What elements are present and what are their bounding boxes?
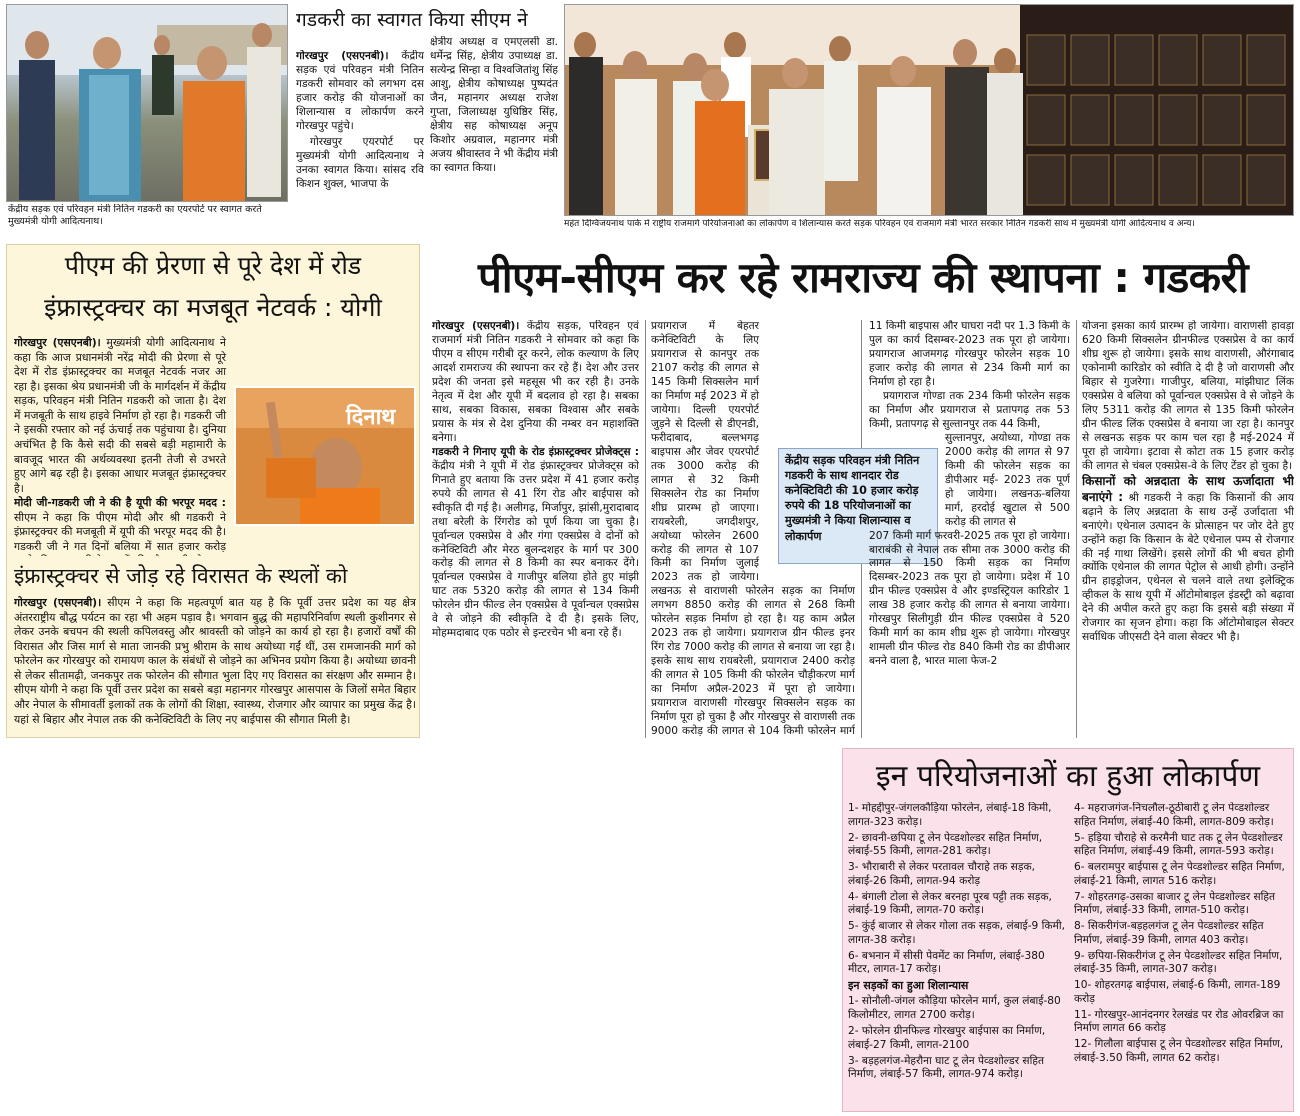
yogi-para2: सीएम ने कहा कि पीएम मोदी और श्री गडकरी ने इंफ्रास्ट्रक्चर की मजबूती में यूपी की भरपूर मदद की है। गडकरी जी ने गत दिनों बलिया में सात हजार करोड़ <box>14 510 226 553</box>
project-item: 2- छावनी-छपिया टू लेन पेव्डशोल्डर सहित निर्माण, लंबाई-55 किमी, लागत-281 करोड़। <box>848 831 1043 858</box>
welcome-headline: गडकरी का स्वागत किया सीएम ने <box>296 9 528 31</box>
callout-text: केंद्रीय सड़क परिवहन मंत्री नितिन गडकरी के साथ शानदार रोड कनेक्टिविटी की 10 हजार करोड़ रुपये की 18 परियोजनाओं का मुख्यमंत्री ने किया शिलान्यास व लोकार्पण <box>785 454 920 543</box>
shilanyas-item: 2- फोरलेन ग्रीनफिल्ड गोरखपुर बाईपास का निर्माण, लंबाई-27 किमी, लागत-2100 <box>848 1025 1046 1051</box>
welcome-dateline: गोरखपुर (एसएनबी)। <box>296 50 389 62</box>
yogi-para1: मुख्यमंत्री योगी आदित्यनाथ ने कहा कि आज प्रधानमंत्री नरेंद्र मोदी की प्रेरणा से पूरे देश में रोड इंफ्रास्ट्रक्चर का मजबूत नेटवर्क नजर आ रहा है। इसका श्रेय प्रधानमंत्री जी के मार्गदर्शन में केंद्रीय सड़क, परिवहन मंत्री नितिन गडकरी को जाता है। देश में मजबूती के साथ हाइवे निर्माण हो रहा है। गडकरी जी ने इसकी रफ्तार को नई ऊंचाई तक पहुंचाया है। दुनिया अचंभित है कि कैसे सदी की सबसे बड़ी महामारी के बावजूद भारत की अर्थव्यवस्था इतनी तेजी से उभरते हुए आगे बढ़ रही है। इसका आधार मजबूत इंफ्रास्ट्रक्चर है। <box>14 336 226 495</box>
shilanyas-heading: इन सड़कों का हुआ शिलान्यास <box>848 979 969 993</box>
main-col2-text: प्रयागराज में बेहतर कनेक्टिविटी के लिए प्रयागराज से कानपुर तक 2107 करोड़ की लागत से 145 किमी सिक्सलेन मार्ग का निर्माण मई 2023 में हो जायेगा। दिल्ली एयरपोर्ट जुड़ने से दिल्ली से डीएनडी, फरीदाबाद, बल्लभगढ़ बाइपास और जेवर एयरपोर्ट तक 3000 करोड़ की लागत से 32 किमी सिक्सलेन रोड का निर्माण शीघ्र प्रारम्भ हो जाएगा। रायबरेली, जगदीशपुर, अयोध्या फोरलेन 2600 करोड़ की लागत से 107 किमी का निर्माण जुलाई 2023 तक हो जायेगा। लखनऊ से वाराणसी फोरलेन सड़क का निर्माण लगभग 8850 करोड़ की लागत से 268 किमी फोरलेन सड़क निर्माण हो रहा है। यह काम अप्रैल 2023 तक हो जायेगा। प्रयागराज ग्रीन फील्ड इनर रिंग रोड 7000 करोड़ की लागत से बनाया जा रहा है। इसके साथ साथ रायबरेली, प्रयागराज 2400 करोड़ की लागत से 105 किमी की फोरलेन चौड़ीकरण मार्ग का निर्माण अप्रैल-2023 में पूरा हो जायेगा। प्रयागराज वाराणसी गोरखपुर सिक्सलेन सड़क का निर्माण पूरा हो चुका है और गोरखपुर से वाराणसी तक 9000 करोड़ की लागत से 104 किमी फोरलेन मार्ग <box>651 320 855 738</box>
shilanyas-item: 9- छपिया-सिकरीगंज टू लेन पेव्डशोल्डर सहित निर्माण, लंबाई-35 किमी, लागत-307 करोड़। <box>1074 949 1283 976</box>
yogi-photo-banner-text: दिनाथ <box>346 405 396 430</box>
main-col1 <box>432 320 639 738</box>
shilanyas-item: 12- गिलौला बाईपास टू लेन पेव्डशोल्डर सहित निर्माण, लंबाई-3.50 किमी, लागत 62 करोड़। <box>1074 1038 1284 1065</box>
shilanyas-item: 4- महराजगंज-निचलौल-ठूठीबारी टू लेन पेव्डशोल्डर सहित निर्माण, लंबाई-40 किमी, लागत-809 करोड़। <box>1074 802 1274 828</box>
project-item: 6- बभनान में सीसी पेवमेंट का निर्माण, लंबाई-380 मीटर, लागत-17 करोड़। <box>848 949 1045 976</box>
shilanyas-item: 6- बलरामपुर बाईपास टू लेन पेव्डशोल्डर सहित निर्माण, लंबाई-21 किमी, लागत 516 करोड़। <box>1074 861 1285 887</box>
welcome-text-1: केंद्रीय सड़क एवं परिवहन मंत्री नितिन गडकरी सोमवार को लगभग दस हजार करोड़ की योजनाओं का शिलान्यास व लोकार्पण करने गोरखपुर पहुंचे। <box>296 50 424 132</box>
shilanyas-item: 1- सोनौली-जंगल कौड़िया फोरलेन मार्ग, कुल लंबाई-80 किलोमीटर, लागत 2700 करोड़। <box>848 995 1061 1022</box>
welcome-col1 <box>296 50 424 234</box>
main-col4-text: योजना इसका कार्य प्रारम्भ हो जायेगा। वाराणसी हावड़ा 620 किमी सिक्सलेन ग्रीनफील्ड एक्सप्रेस वे का कार्य शीघ्र शुरू हो जायेगा। इसके साथ वाराणसी, औरंगाबाद एकोनामी कारिडोर को स्वीति दे दी है जो वाराणसी और बिहार से गुजरेगा। गाजीपुर, बलिया, मांझीघाट लिंक एक्सप्रेस वे बलिया को पूर्वान्चल एक्सप्रेस वे से जोड़ने के लिए 5311 करोड़ की लागत से 135 किमी फोरलेन ग्रीन फील्ड लिंक एक्सप्रेस वे बनाया जा रहा है। कानपुर से लखनऊ सड़क पर काम चल रहा है मई-2024 में पूरा हो जायेगा। इटावा से कोटा तक 15 हजार करोड़ की लागत से चंबल एक्सप्रेस-वे के लिए टेंडर हो चुका है। <box>1082 320 1294 472</box>
dignitaries-stage-photo <box>564 4 1294 216</box>
main-headline: पीएम-सीएम कर रहे रामराज्य की स्थापना : गडकरी <box>477 253 1249 302</box>
yogi-subhead: मोदी जी-गडकरी जी ने की है यूपी की भरपूर मदद : <box>14 496 226 510</box>
main-col3-text-a: 11 किमी बाइपास और घाघरा नदी पर 1.3 किमी के पुल का कार्य दिसम्बर-2023 तक पूरा हो जायेगा। प्रयागराज आजमगढ़ गोरखपुर फोरलेन सड़क 10 हजार करोड़ की लागत से 234 किमी मार्ग का निर्माण हो रहा है। <box>869 320 1070 388</box>
projects-headline: इन परियोजनाओं का हुआ लोकार्पण <box>875 759 1261 794</box>
shilanyas-item: 11- गोरखपुर-आनंदनगर रेलखंड पर रोड ओवरब्रिज का निर्माण लागत 66 करोड़ <box>1074 1008 1284 1035</box>
photo-wrap-spacer <box>230 386 416 556</box>
stage-photo-caption: महंत दिग्विजयनाथ पार्क में राष्ट्रीय राजमार्ग परियोजनाओं का लोकार्पण व शिलान्यास करते सड़क परिवहन एवं राजमार्ग मंत्री भारत सरकार नितिन गडकरी साथ में मुख्यमंत्री योगी आदित्यनाथ व अन्य। <box>564 219 1195 229</box>
project-item: 5- कुंई बाजार से लेकर गोला तक सड़क, लंबाई-9 किमी, लागत-38 करोड़। <box>848 920 1065 946</box>
main-col4-text-b: श्री गडकरी ने कहा कि किसानों की आय बढ़ाने के लिए अन्नदाता के साथ उन्हें उर्जादाता भी बनाएंगे। एथेनाल उत्पादन के प्रोत्साहन पर जोर देते हुए उन्होंने कहा कि किसान के बेटे एथेनाल पम्प से रोजगार की नई गाथा लिखेंगे। इससे लोगों की भी बचत होगी क्योंकि एथेनाल की लागत पेट्रोल से आधी होगी। उन्होंने ग्रीन हाइड्रोजन, एथेनल से चलने वाले तथा इलेक्ट्रिक व्हीकल के साथ यूपी में ऑटोमोबाइल इंडस्ट्री को बढ़ावा देने की अपील करते हुए कहा कि इससे बड़ी संख्या में रोजगार का सृजन होगा। कहा कि ऑटोमोबाइल सेक्टर सर्वाधिक जीएसटी देने वाला सेक्टर भी है। <box>1082 491 1294 644</box>
main-col1-text: केंद्रीय सड़क, परिवहन एवं राजमार्ग मंत्री नितिन गडकरी ने सोमवार को कहा कि पीएम व सीएम गरीबी दूर करने, लोक कल्याण के लिए आदर्श रामराज्य की स्थापना कर रहे हैं। देश और उत्तर प्रदेश की जनता इसे महसूस भी कर रही है। उनके नेतृत्व में देश और यूपी में बदलाव हो रहा है। सबका साथ, सबका विकास, सबका विश्वास और सबके प्रयास के मंत्र से देश दुनिया की नम्बर वन महाशक्ति बनेगा। <box>432 320 639 444</box>
main-col3-indented <box>945 432 1070 530</box>
shilanyas-item: 10- शोहरतगढ़ बाईपास, लंबाई-6 किमी, लागत-189 करोड़ <box>1074 979 1281 1005</box>
project-item: 1- मोहद्दीपुर-जंगलकौड़िया फोरलेन, लंबाई-18 किमी, लागत-323 करोड़। <box>848 802 1052 828</box>
main-col4 <box>1082 320 1294 738</box>
heritage-dateline: गोरखपुर (एसएनबी)। <box>14 596 102 609</box>
main-col3-text-b: प्रयागराज गोण्डा तक 234 किमी फोरलेन सड़क का निर्माण और प्रयागराज से प्रतापगढ़ तक 53 किमी, प्रतापगढ़ से सुल्तानपुर तक 44 किमी, <box>869 389 1070 430</box>
welcome-text-2: गोरखपुर एयरपोर्ट पर मुख्यमंत्री योगी आदित्यनाथ ने उनका स्वागत किया। सांसद रवि किशन शुक्ल, भाजपा के <box>296 135 424 190</box>
airport-welcome-photo <box>6 4 288 202</box>
shilanyas-item: 8- सिकरीगंज-बड़हलगंज टू लेन पेव्डशोल्डर सहित निर्माण, लंबाई-39 किमी, लागत 403 करोड़। <box>1074 920 1264 946</box>
projects-left-list <box>848 802 1066 1112</box>
airport-photo-caption: केंद्रीय सड़क एवं परिवहन मंत्री नितिन गडकरी का एयरपोर्ट पर स्वागत करते मुख्यमंत्री योगी आदित्यनाथ। <box>8 204 262 228</box>
column-divider <box>1076 320 1077 738</box>
yogi-body <box>14 336 416 556</box>
shilanyas-item: 5- हड़िया चौराहे से करमैनी घाट तक टू लेन पेव्डशोल्डर सहित निर्माण, लंबाई-49 किमी, लागत-593 करोड़। <box>1074 831 1283 858</box>
main-col4-subhead: किसानों को अन्नदाता के साथ ऊर्जादाता भी बनाएंगे : <box>1082 473 1294 504</box>
yogi-dateline: गोरखपुर (एसएनबी)। <box>14 336 101 349</box>
shilanyas-item: 7- शोहरतगढ़-उसका बाजार टू लेन पेव्डशोल्डर सहित निर्माण, लंबाई-33 किमी, लागत-510 करोड़। <box>1074 890 1276 917</box>
heritage-headline: इंफ्रास्ट्रक्चर से जोड़ रहे विरासत के स्थलों को <box>14 564 348 588</box>
heritage-text: सीएम ने कहा कि महत्वपूर्ण बात यह है कि पूर्वी उत्तर प्रदेश का यह क्षेत्र अंतरराष्ट्रीय बौद्ध पर्यटन का रहा भी अहम पड़ाव है। भगवान बुद्ध की महापरिनिर्वाण स्थली कुशीनगर से लेकर उनके बचपन की स्थली कपिलवस्तु और श्रावस्ती को जोड़ने का कार्य हो रहा है। हजारों वर्षों की विरासत और जिस मार्ग से माता जानकी प्रभु श्रीराम के साथ अयोध्या गईं थीं, उस रामजानकी मार्ग को फोरलेन कर गोरखपुर को रामायण काल के संबंधों से जोड़ने का अभिनव प्रयोग किया है। अयोध्या छावनी से लेकर सीतामढ़ी, जनकपुर तक फोरलेन की सौगात भुला दिए गए विरासत का संरक्षण और सम्मान है। सीएम योगी ने कहा कि पूर्वी उत्तर प्रदेश का सबसे बड़ा महानगर गोरखपुर आसपास के जिलों समेत बिहार और नेपाल के सीमावर्ती इलाकों तक के लोगों की शिक्षा, स्वास्थ्य, रोजगार और व्यापार का प्रमुख केंद्र है। यहां से बिहार और नेपाल तक की कनेक्टिविटी के लिए नए बाईपास की सौगात मिली है। <box>14 596 416 726</box>
heritage-body <box>14 596 416 736</box>
main-col1-subhead: गडकरी ने गिनाए यूपी के रोड इंफ्रास्ट्रक्चर प्रोजेक्ट्स : <box>432 445 639 458</box>
project-item: 3- भौराबारी से लेकर परतावल चौराहे तक सड़क, लंबाई-26 किमी, लागत-94 करोड़ <box>848 861 1035 887</box>
main-col3-text-d: 207 किमी मार्ग फरवरी-2025 तक पूरा हो जायेगा। बाराबंकी से नेपाल तक सीमा तक 3000 करोड़ की लागत से 150 किमी सड़क का निर्माण दिसम्बर-2023 तक पूरा हो जायेगा। प्रदेश में 10 ग्रीन फील्ड एक्सप्रेस वे और इण्डस्ट्रियल कारिडोर 1 लाख 38 हजार करोड़ की लागत से बनाया जायेगा। गोरखपुर सिलीगुड़ी ग्रीन फील्ड एक्सप्रेस वे 520 किमी मार्ग का काम शीघ्र शुरू हो जायेगा। गोरखपुर शामली ग्रीन फील्ड रोड 840 किमी रोड का डीपीआर बनने वाला है, भारत माला फेज-2 <box>869 529 1070 668</box>
yogi-headline-line2: इंफ्रास्ट्रक्चर का मजबूत नेटवर्क : योगी <box>44 293 382 322</box>
main-col3-text-c: सुल्तानपुर, अयोध्या, गोण्डा तक 2000 करोड़ की लागत से 97 किमी की फोरलेन सड़क का डीपीआर मई- 2023 तक पूर्ण हो जायेगा। लखनऊ-बलिया मार्ग, हरदोई खुटाल से 500 करोड़ की लागत से <box>945 431 1070 528</box>
welcome-col2: क्षेत्रीय अध्यक्ष व एमएलसी डा. धर्मेन्द्र सिंह, क्षेत्रीय उपाध्यक्ष डा. सत्येन्द्र सिन्हा व विश्वजितांशु सिंह आशु, क्षेत्रीय कोषाध्यक्ष पुष्पदंत जैन, महानगर अध्यक्ष राजेश गुप्ता, जिलाध्यक्ष युधिष्ठिर सिंह, क्षेत्रीय सह कोषाध्यक्ष अनूप किशोर अग्रवाल, महानगर मंत्री अजय श्रीवास्तव ने भी केंद्रीय मंत्री का स्वागत किया। <box>430 36 558 174</box>
projects-right-list <box>1074 802 1290 1112</box>
main-col1-text-b: केंद्रीय मंत्री ने यूपी में रोड इंफ्रास्ट्रक्चर प्रोजेक्ट्स को गिनाते हुए बताया कि उत्तर प्रदेश में 41 हजार करोड़ रुपये की लागत से 41 रिंग रोड और बाईपास को स्वीकृति दी गई है। अलीगढ़, मिर्जापुर, झांसी,मुरादाबाद तथा बरेली के रिंगरोड को पूर्ण किया जा चुका है। पूर्वान्चल एक्सप्रेस वे और गंगा एक्सप्रेस वे दोनों को कनेक्टिविटी और मेरठ बुलन्दशहर के मार्ग पर 300 करोड़ की लागत से 8 किमी का स्पर बनाकर देंगे। पूर्वान्चल एक्सप्रेस वे गाजीपुर बलिया होते हुए मांझी घाट तक 5320 करोड़ की लागत से 134 किमी फोरलेन ग्रीन फील्ड लेन एक्सप्रेस वे पूर्वान्चल एक्सप्रेस वे से जोड़ने की स्वीकृति दे दी है। इसके लिए, मोहम्मदाबाद एक पठोर से इन्टरचेन भी बना रहे हैं। <box>432 459 639 640</box>
project-item: 4- बंगाली टोला से लेकर बरनहा पूरब पट्टी तक सड़क, लंबाई-19 किमी, लागत-70 करोड़। <box>848 890 1052 917</box>
yogi-headline-line1: पीएम की प्रेरणा से पूरे देश में रोड <box>64 251 362 280</box>
column-divider <box>645 320 646 738</box>
shilanyas-item: 3- बड़हलगंज-मेहरौना घाट टू लेन पेव्डशोल्डर सहित निर्माण, लंबाई-57 किमी, लागत-974 करोड़। <box>848 1054 1044 1081</box>
main-col3 <box>869 320 1070 738</box>
main-dateline: गोरखपुर (एसएनबी)। <box>432 320 520 332</box>
